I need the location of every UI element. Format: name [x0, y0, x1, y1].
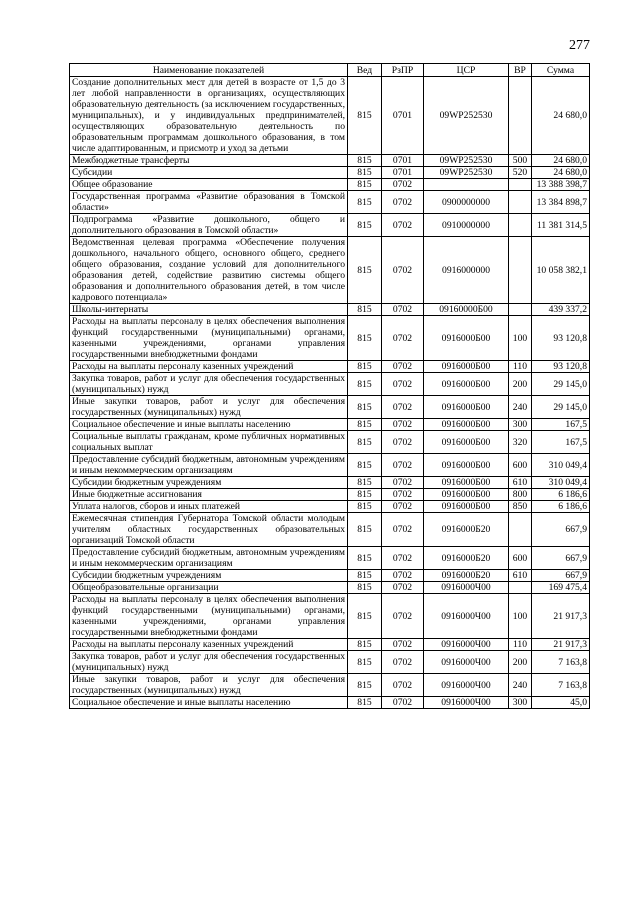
table-row — [70, 419, 590, 431]
cell-name: Ежемесячная стипендия Губернатора Томской области молодым учителям областных государственных образовательных организаций Томской области — [70, 513, 348, 547]
col-header-ved: Вед — [348, 64, 382, 77]
cell-csr: 0916000Б00 — [424, 454, 509, 477]
table-row — [70, 237, 590, 304]
table-row — [70, 594, 590, 639]
cell-rzpr: 0702 — [382, 477, 424, 489]
table-row — [70, 191, 590, 214]
table-row — [70, 697, 590, 709]
cell-rzpr: 0702 — [382, 570, 424, 582]
cell-name: Иные закупки товаров, работ и услуг для обеспечения государственных (муниципальных) нужд — [70, 674, 348, 697]
cell-rzpr: 0702 — [382, 674, 424, 697]
cell-sum: 24 680,0 — [532, 167, 590, 179]
cell-sum: 24 680,0 — [532, 155, 590, 167]
col-header-csr: ЦСР — [424, 64, 509, 77]
cell-ved: 815 — [348, 547, 382, 570]
cell-ved: 815 — [348, 477, 382, 489]
cell-vr: 320 — [509, 431, 532, 454]
table-row — [70, 155, 590, 167]
cell-sum: 29 145,0 — [532, 373, 590, 396]
cell-csr: 0910000000 — [424, 214, 509, 237]
table-body — [70, 77, 590, 709]
table-row — [70, 454, 590, 477]
table-row — [70, 651, 590, 674]
cell-rzpr: 0702 — [382, 501, 424, 513]
cell-name: Расходы на выплаты персоналу казенных учреждений — [70, 361, 348, 373]
table-row — [70, 489, 590, 501]
cell-name: Социальное обеспечение и иные выплаты населению — [70, 419, 348, 431]
cell-ved: 815 — [348, 191, 382, 214]
table-row — [70, 316, 590, 361]
cell-csr: 0916000Б20 — [424, 570, 509, 582]
cell-csr: 0916000Б20 — [424, 513, 509, 547]
cell-sum: 7 163,8 — [532, 674, 590, 697]
cell-ved: 815 — [348, 155, 382, 167]
cell-sum: 167,5 — [532, 419, 590, 431]
cell-ved: 815 — [348, 570, 382, 582]
cell-rzpr: 0702 — [382, 373, 424, 396]
cell-ved: 815 — [348, 594, 382, 639]
cell-csr: 0916000Ч00 — [424, 697, 509, 709]
cell-sum: 7 163,8 — [532, 651, 590, 674]
cell-csr: 0916000Ч00 — [424, 582, 509, 594]
cell-sum: 93 120,8 — [532, 316, 590, 361]
cell-rzpr: 0702 — [382, 582, 424, 594]
table-row — [70, 513, 590, 547]
cell-ved: 815 — [348, 214, 382, 237]
cell-name: Создание дополнительных мест для детей в возрасте от 1,5 до 3 лет любой направленности в организациях, осуществляющих образовательную деятельность (за исключением государственных, муниципальных), и у индивидуальных предпринимателей, осуществляющих образовательную деятельность по образовательным программам дошкольного образования, в том числе адаптированным, и присмотр и уход за детьми — [70, 77, 348, 155]
cell-sum: 13 384 898,7 — [532, 191, 590, 214]
cell-csr: 09WP252530 — [424, 77, 509, 155]
cell-name: Ведомственная целевая программа «Обеспечение получения дошкольного, начального общего, основного общего, среднего общего образования, создание условий для дополнительного образования детей, содействие развитию системы общего образования и дополнительного образования детей, в том числе кадрового потенциала» — [70, 237, 348, 304]
cell-ved: 815 — [348, 304, 382, 316]
cell-ved: 815 — [348, 396, 382, 419]
cell-ved: 815 — [348, 501, 382, 513]
cell-csr: 09WP252530 — [424, 167, 509, 179]
table-row — [70, 304, 590, 316]
cell-name: Предоставление субсидий бюджетным, автономным учреждениям и иным некоммерческим организациям — [70, 547, 348, 570]
cell-ved: 815 — [348, 316, 382, 361]
cell-vr — [509, 191, 532, 214]
cell-csr: 0916000Б00 — [424, 501, 509, 513]
col-header-vr: ВР — [509, 64, 532, 77]
cell-name: Субсидии бюджетным учреждениям — [70, 570, 348, 582]
table-row — [70, 674, 590, 697]
cell-ved: 815 — [348, 77, 382, 155]
cell-name: Закупка товаров, работ и услуг для обеспечения государственных (муниципальных) нужд — [70, 651, 348, 674]
cell-sum: 6 186,6 — [532, 501, 590, 513]
cell-ved: 815 — [348, 639, 382, 651]
budget-table — [69, 63, 590, 709]
col-header-rzpr: РзПР — [382, 64, 424, 77]
header-row — [70, 64, 590, 77]
cell-vr: 600 — [509, 547, 532, 570]
cell-vr: 100 — [509, 316, 532, 361]
cell-csr: 0916000000 — [424, 237, 509, 304]
cell-vr: 800 — [509, 489, 532, 501]
cell-sum: 169 475,4 — [532, 582, 590, 594]
cell-vr: 850 — [509, 501, 532, 513]
cell-csr: 0916000Б00 — [424, 316, 509, 361]
table-row — [70, 501, 590, 513]
cell-vr: 610 — [509, 477, 532, 489]
cell-csr: 0916000Б00 — [424, 431, 509, 454]
cell-vr: 240 — [509, 674, 532, 697]
cell-vr — [509, 179, 532, 191]
cell-ved: 815 — [348, 373, 382, 396]
cell-name: Общеобразовательные организации — [70, 582, 348, 594]
cell-csr: 09WP252530 — [424, 155, 509, 167]
cell-rzpr: 0702 — [382, 489, 424, 501]
table-row — [70, 167, 590, 179]
cell-name: Иные бюджетные ассигнования — [70, 489, 348, 501]
table-row — [70, 373, 590, 396]
page-number: 277 — [569, 38, 590, 53]
cell-ved: 815 — [348, 431, 382, 454]
cell-ved: 815 — [348, 697, 382, 709]
cell-sum: 310 049,4 — [532, 477, 590, 489]
cell-sum: 29 145,0 — [532, 396, 590, 419]
cell-csr: 0916000Ч00 — [424, 674, 509, 697]
cell-vr: 100 — [509, 594, 532, 639]
cell-csr: 0916000Б00 — [424, 419, 509, 431]
cell-csr — [424, 179, 509, 191]
cell-ved: 815 — [348, 419, 382, 431]
cell-csr: 0916000Б00 — [424, 489, 509, 501]
cell-name: Социальное обеспечение и иные выплаты населению — [70, 697, 348, 709]
cell-vr: 200 — [509, 651, 532, 674]
table-row — [70, 179, 590, 191]
cell-vr — [509, 214, 532, 237]
cell-rzpr: 0702 — [382, 513, 424, 547]
cell-rzpr: 0702 — [382, 431, 424, 454]
cell-name: Расходы на выплаты персоналу в целях обеспечения выполнения функций государственными (муниципальными) органами, казенными учреждениями, органами управления государственными внебюджетными фондами — [70, 594, 348, 639]
cell-vr — [509, 582, 532, 594]
cell-vr: 500 — [509, 155, 532, 167]
cell-csr: 0916000Б00 — [424, 373, 509, 396]
cell-rzpr: 0702 — [382, 237, 424, 304]
cell-sum: 439 337,2 — [532, 304, 590, 316]
cell-name: Расходы на выплаты персоналу в целях обеспечения выполнения функций государственными (муниципальными) органами, казенными учреждениями, органами управления государственными внебюджетными фондами — [70, 316, 348, 361]
cell-rzpr: 0702 — [382, 396, 424, 419]
cell-name: Школы-интернаты — [70, 304, 348, 316]
cell-rzpr: 0702 — [382, 419, 424, 431]
cell-name: Предоставление субсидий бюджетным, автономным учреждениям и иным некоммерческим организациям — [70, 454, 348, 477]
cell-csr: 0900000000 — [424, 191, 509, 214]
cell-rzpr: 0702 — [382, 594, 424, 639]
cell-rzpr: 0702 — [382, 214, 424, 237]
cell-sum: 45,0 — [532, 697, 590, 709]
cell-ved: 815 — [348, 651, 382, 674]
cell-sum: 167,5 — [532, 431, 590, 454]
cell-csr: 0916000Б20 — [424, 547, 509, 570]
cell-ved: 815 — [348, 582, 382, 594]
cell-sum: 11 381 314,5 — [532, 214, 590, 237]
cell-rzpr: 0701 — [382, 167, 424, 179]
table-row — [70, 431, 590, 454]
cell-rzpr: 0702 — [382, 304, 424, 316]
cell-vr: 200 — [509, 373, 532, 396]
cell-vr: 300 — [509, 697, 532, 709]
table-row — [70, 582, 590, 594]
cell-sum: 93 120,8 — [532, 361, 590, 373]
cell-ved: 815 — [348, 513, 382, 547]
cell-name: Общее образование — [70, 179, 348, 191]
cell-csr: 0916000Ч00 — [424, 651, 509, 674]
cell-ved: 815 — [348, 179, 382, 191]
table-row — [70, 77, 590, 155]
cell-vr — [509, 237, 532, 304]
cell-sum: 13 388 398,7 — [532, 179, 590, 191]
cell-ved: 815 — [348, 237, 382, 304]
cell-ved: 815 — [348, 167, 382, 179]
cell-rzpr: 0701 — [382, 155, 424, 167]
cell-vr: 300 — [509, 419, 532, 431]
cell-csr: 09160000Б00 — [424, 304, 509, 316]
cell-csr: 0916000Ч00 — [424, 594, 509, 639]
table-row — [70, 361, 590, 373]
cell-rzpr: 0702 — [382, 454, 424, 477]
cell-sum: 667,9 — [532, 513, 590, 547]
cell-rzpr: 0702 — [382, 179, 424, 191]
cell-name: Иные закупки товаров, работ и услуг для обеспечения государственных (муниципальных) нужд — [70, 396, 348, 419]
cell-vr: 240 — [509, 396, 532, 419]
cell-ved: 815 — [348, 489, 382, 501]
cell-sum: 667,9 — [532, 570, 590, 582]
cell-name: Уплата налогов, сборов и иных платежей — [70, 501, 348, 513]
table-row — [70, 477, 590, 489]
cell-vr — [509, 304, 532, 316]
table-row — [70, 396, 590, 419]
cell-sum: 21 917,3 — [532, 594, 590, 639]
cell-vr — [509, 513, 532, 547]
cell-rzpr: 0702 — [382, 361, 424, 373]
cell-ved: 815 — [348, 674, 382, 697]
cell-name: Субсидии — [70, 167, 348, 179]
cell-sum: 24 680,0 — [532, 77, 590, 155]
cell-csr: 0916000Б00 — [424, 396, 509, 419]
cell-name: Закупка товаров, работ и услуг для обеспечения государственных (муниципальных) нужд — [70, 373, 348, 396]
cell-vr — [509, 77, 532, 155]
cell-rzpr: 0702 — [382, 316, 424, 361]
cell-rzpr: 0702 — [382, 651, 424, 674]
cell-vr: 520 — [509, 167, 532, 179]
cell-rzpr: 0702 — [382, 639, 424, 651]
table-row — [70, 639, 590, 651]
table-row — [70, 214, 590, 237]
cell-csr: 0916000Ч00 — [424, 639, 509, 651]
cell-name: Подпрограмма «Развитие дошкольного, общего и дополнительного образования в Томской области» — [70, 214, 348, 237]
cell-name: Субсидии бюджетным учреждениям — [70, 477, 348, 489]
cell-vr: 110 — [509, 639, 532, 651]
cell-sum: 667,9 — [532, 547, 590, 570]
cell-name: Социальные выплаты гражданам, кроме публичных нормативных социальных выплат — [70, 431, 348, 454]
cell-vr: 610 — [509, 570, 532, 582]
cell-name: Государственная программа «Развитие образования в Томской области» — [70, 191, 348, 214]
cell-csr: 0916000Б00 — [424, 361, 509, 373]
cell-csr: 0916000Б00 — [424, 477, 509, 489]
cell-ved: 815 — [348, 361, 382, 373]
cell-vr: 600 — [509, 454, 532, 477]
cell-sum: 310 049,4 — [532, 454, 590, 477]
cell-name: Межбюджетные трансферты — [70, 155, 348, 167]
cell-rzpr: 0701 — [382, 77, 424, 155]
cell-ved: 815 — [348, 454, 382, 477]
cell-sum: 21 917,3 — [532, 639, 590, 651]
cell-name: Расходы на выплаты персоналу казенных учреждений — [70, 639, 348, 651]
col-header-sum: Сумма — [532, 64, 590, 77]
cell-rzpr: 0702 — [382, 547, 424, 570]
col-header-name: Наименование показателей — [70, 64, 348, 77]
cell-sum: 6 186,6 — [532, 489, 590, 501]
table-row — [70, 570, 590, 582]
cell-sum: 10 058 382,1 — [532, 237, 590, 304]
cell-rzpr: 0702 — [382, 697, 424, 709]
cell-rzpr: 0702 — [382, 191, 424, 214]
cell-vr: 110 — [509, 361, 532, 373]
table-row — [70, 547, 590, 570]
